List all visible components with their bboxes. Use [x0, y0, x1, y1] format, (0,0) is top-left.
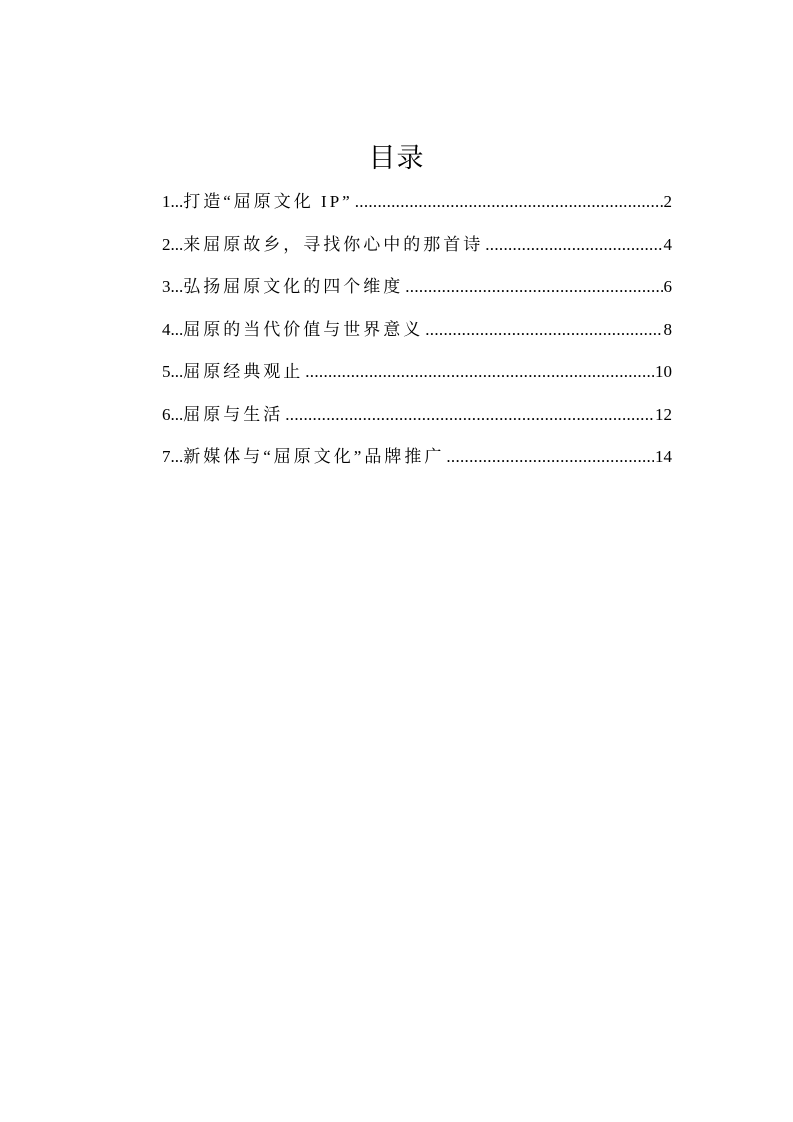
toc-entry-2[interactable]	[162, 228, 672, 271]
toc-entry-6[interactable]	[162, 398, 672, 441]
toc-title: 目录	[368, 143, 425, 173]
toc-entry-number: 3...	[162, 277, 184, 296]
toc-entry-4[interactable]	[162, 313, 672, 356]
toc-entry-number: 1...	[162, 192, 184, 211]
toc-entry-5[interactable]	[162, 355, 672, 398]
toc-dot-leader	[305, 355, 654, 389]
toc-entry-title: 屈原经典观止	[183, 362, 304, 381]
toc-dot-leader	[405, 270, 662, 304]
toc-entry-title: 打造“屈原文化 IP”	[183, 192, 353, 211]
toc-dot-leader	[425, 313, 662, 347]
toc-entry-title: 屈原与生活	[183, 404, 284, 424]
toc-entry-page: 6	[663, 277, 672, 296]
toc-entry-title: 弘扬屈原文化的四个维度	[183, 277, 404, 296]
toc-dot-leader	[285, 398, 654, 432]
toc-entry-7[interactable]	[162, 440, 672, 483]
toc-entry-3[interactable]	[162, 270, 672, 313]
toc-dot-leader	[355, 185, 663, 219]
toc-entry-page: 8	[663, 319, 672, 339]
toc-dot-leader	[485, 228, 662, 262]
toc-entry-page: 10	[655, 362, 672, 381]
toc-entry-page: 14	[655, 447, 672, 466]
toc-entry-number: 4...	[162, 319, 184, 339]
toc-dot-leader	[446, 440, 654, 474]
toc-entry-number: 6...	[162, 404, 184, 424]
toc-entry-page: 2	[663, 192, 672, 211]
toc-entry-title: 屈原的当代价值与世界意义	[183, 319, 424, 339]
toc-entry-title: 新媒体与“屈原文化”品牌推广	[183, 447, 445, 466]
toc-entry-title: 来屈原故乡，寻找你心中的那首诗	[183, 234, 484, 254]
toc-entry-1[interactable]	[162, 185, 672, 228]
toc-entry-page: 4	[663, 234, 672, 254]
toc-entry-page: 12	[655, 404, 672, 424]
toc-entry-number: 2...	[162, 234, 184, 254]
toc-entry-number: 5...	[162, 362, 184, 381]
toc-entry-number: 7...	[162, 447, 184, 466]
toc-list	[162, 185, 672, 483]
